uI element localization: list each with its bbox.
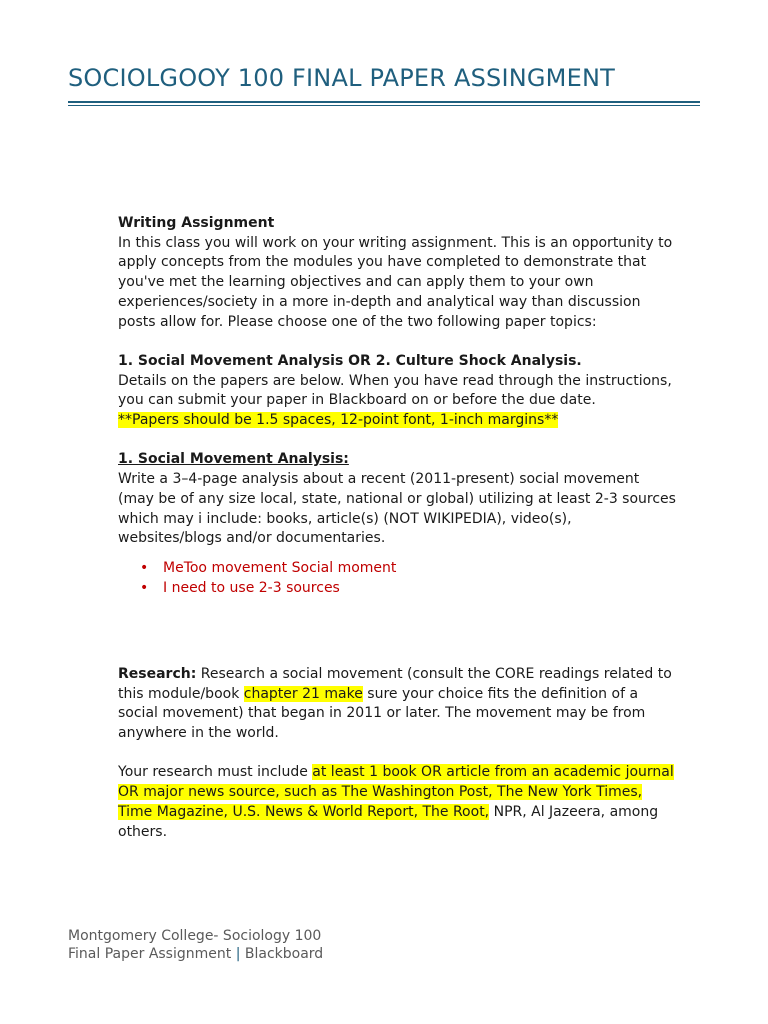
- document-title: SOCIOLGOOY 100 FINAL PAPER ASSINGMENT: [68, 64, 615, 92]
- title-rule-thin: [68, 105, 700, 106]
- research-text-a: Research a social movement (consult the CORE readings related to this module/book: [118, 665, 672, 702]
- document-body: [118, 214, 678, 842]
- research-paragraph: [118, 665, 678, 744]
- bullet-icon: •: [140, 579, 149, 596]
- notes-list: [118, 558, 678, 598]
- title-rule-thick: [68, 101, 700, 103]
- sources-highlight: at least 1 book OR article from an academic journal OR major news source, such as The Washington Post, The New York Times, Time Magazine, U.S. News & World Report, The Root,: [118, 764, 674, 820]
- bullet-icon: •: [140, 559, 149, 576]
- sma-paragraph: Write a 3–4-page analysis about a recent (2011-present) social movement (may be of any size local, state, national or global) utilizing at least 2-3 sources which may i include: books, article(s) (NOT WIKIPEDIA), video(s), websites/blogs and/or documentaries.: [118, 471, 676, 547]
- footer-line-2: [68, 945, 323, 963]
- social-movement-heading: 1. Social Movement Analysis:: [118, 451, 349, 468]
- research-text-b: sure your choice fits the definition of a social movement) that began in 2011 or later. The movement may be from anywhere in the world.: [118, 685, 646, 742]
- sma-heading-line: [118, 450, 678, 470]
- format-note-highlight: **Papers should be 1.5 spaces, 12-point font, 1-inch margins**: [118, 412, 559, 429]
- topics-heading: 1. Social Movement Analysis OR 2. Culture Shock Analysis.: [118, 352, 582, 369]
- bullet-text: I need to use 2-3 sources: [163, 579, 340, 596]
- sources-paragraph: [118, 763, 678, 842]
- sources-text-b: NPR, Al Jazeera, among others.: [118, 803, 659, 840]
- research-highlight: chapter 21 make: [243, 685, 363, 702]
- footer-doc-name: Final Paper Assignment: [68, 946, 232, 962]
- list-item: [140, 578, 678, 598]
- intro-paragraph: In this class you will work on your writing assignment. This is an opportunity to apply concepts from the modules you have completed to demonstrate that you've met the learning objectives and can apply them to your own experiences/society in a more in-depth and analytical way than discussion posts allow for. Please choose one of the two following paper topics:: [118, 234, 673, 330]
- page-footer: [68, 927, 323, 963]
- list-item: [140, 558, 678, 578]
- research-label: Research:: [118, 665, 197, 682]
- writing-assignment-heading: Writing Assignment: [118, 215, 275, 231]
- footer-platform: Blackboard: [244, 946, 324, 962]
- sources-text-a: Your research must include: [118, 764, 313, 781]
- bullet-text: MeToo movement Social moment: [163, 559, 397, 576]
- format-note: [118, 411, 678, 431]
- footer-separator: |: [235, 946, 241, 962]
- details-paragraph: Details on the papers are below. When you have read through the instructions, you can submit your paper in Blackboard on or before the due date.: [118, 372, 672, 409]
- footer-line-1: Montgomery College- Sociology 100: [68, 928, 322, 944]
